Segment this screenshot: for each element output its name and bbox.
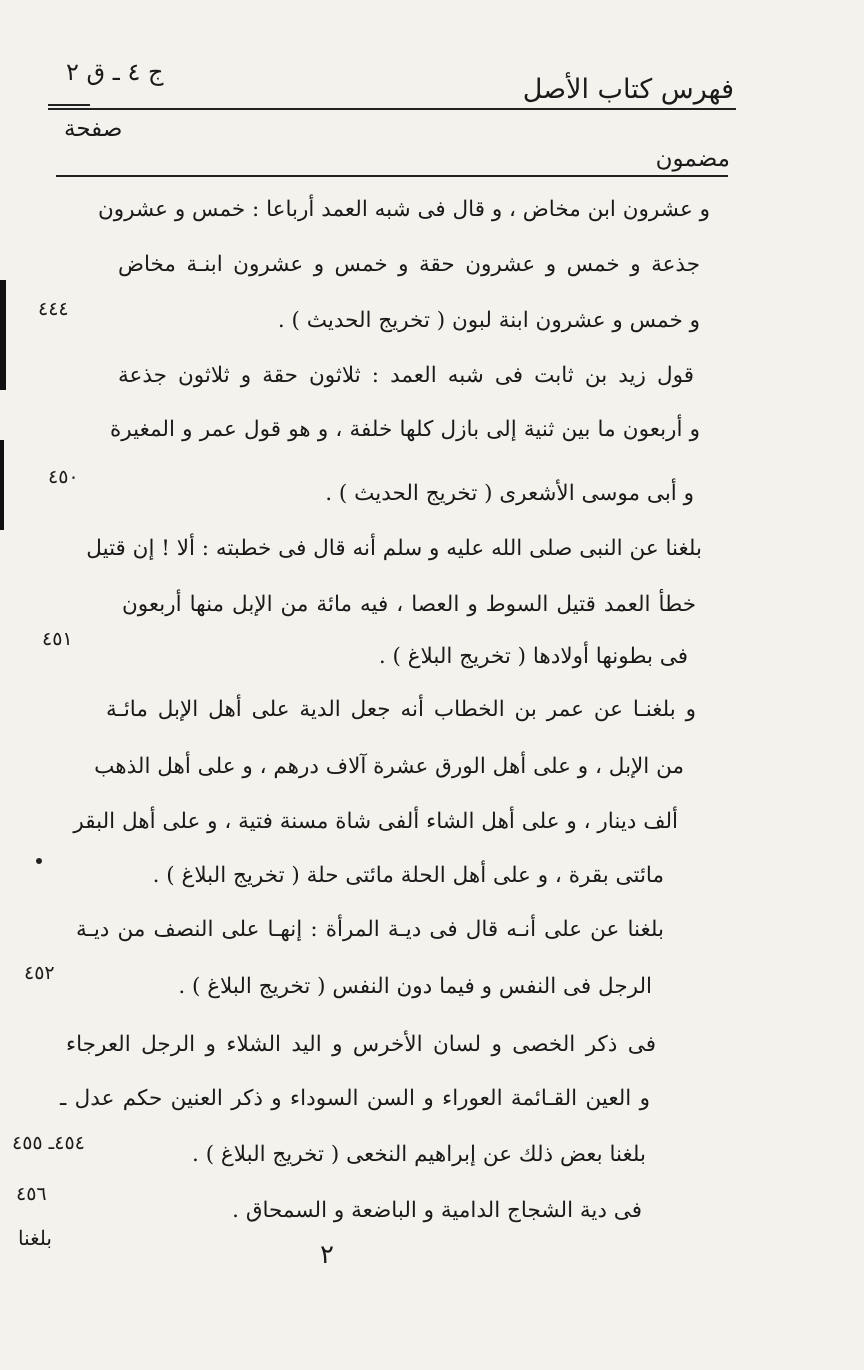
entry-line: و أبى موسى الأشعرى ( تخريج الحديث ) . — [325, 481, 694, 506]
entry-line: قول زيد بن ثابت فى شبه العمد : ثلاثون حقة و ثلاثون جذعة — [118, 363, 694, 388]
page-ref: ٤٥١ — [42, 628, 73, 650]
entry-line: بلغنا عن على أنـه قال فى ديـة المرأة : إنهـا على النصف من ديـة — [76, 917, 664, 942]
entry-line: ألف دينار ، و على أهل الشاء ألفى شاة مسنة فتية ، و على أهل البقر — [73, 809, 678, 834]
entry-line: مائتى بقرة ، و على أهل الحلة مائتى حلة ( تخريج البلاغ ) . — [152, 863, 664, 888]
entry-line: جذعة و خمس و عشرون حقة و خمس و عشرون ابنـة مخاض — [118, 252, 700, 277]
page-ref: ٤٥٢ — [24, 962, 55, 984]
entry-line: خطأ العمد قتيل السوط و العصا ، فيه مائة من الإبل منها أربعون — [122, 592, 696, 617]
volume-part-label: ج ٤ ـ ق ٢ — [66, 58, 164, 86]
page-number: ٢ — [320, 1240, 334, 1270]
page-column-label: صفحة — [64, 116, 123, 142]
column-header-rule — [56, 175, 728, 177]
binding-edge-mark — [0, 440, 4, 530]
entry-line: بلغنا بعض ذلك عن إبراهيم النخعى ( تخريج البلاغ ) . — [192, 1142, 646, 1167]
catchword: بلغنا — [18, 1226, 52, 1250]
page-ref: ٤٥٠ — [48, 466, 79, 488]
entry-line: بلغنا عن النبى صلى الله عليه و سلم أنه قال فى خطبته : ألا ! إن قتيل — [86, 536, 702, 561]
header-rule — [48, 108, 736, 110]
entry-line: و أربعون ما بين ثنية إلى بازل كلها خلفة ، و هو قول عمر و المغيرة — [110, 417, 700, 442]
entry-line: فى دية الشجاج الدامية و الباضعة و السمحاق . — [232, 1198, 642, 1223]
content-column-label: مضمون — [655, 146, 730, 172]
entry-line: من الإبل ، و على أهل الورق عشرة آلاف درهم ، و على أهل الذهب — [94, 754, 684, 779]
entry-line: فى ذكر الخصى و لسان الأخرس و اليد الشلاء و الرجل العرجاء — [66, 1032, 656, 1057]
entry-line: و بلغنـا عن عمر بن الخطاب أنه جعل الدية على أهل الإبل مائـة — [106, 697, 696, 722]
page-ref: ٤٥٦ — [16, 1183, 47, 1205]
header-rule-left — [48, 104, 90, 106]
entry-line: الرجل فى النفس و فيما دون النفس ( تخريج البلاغ ) . — [178, 974, 652, 999]
entry-line: و خمس و عشرون ابنة لبون ( تخريج الحديث ) . — [277, 308, 700, 333]
page-ref: ٤٥٤ـ ٤٥٥ — [12, 1132, 85, 1154]
entry-line: و عشرون ابن مخاض ، و قال فى شبه العمد أرباعا : خمس و عشرون — [97, 197, 710, 222]
page-ref: ٤٤٤ — [38, 298, 69, 320]
binding-edge-mark — [0, 280, 6, 390]
entry-line: و العين القـائمة العوراء و السن السوداء و ذكر العنين حكم عدل ـ — [60, 1086, 650, 1111]
index-title: فهرس كتاب الأصل — [522, 74, 734, 105]
entry-line: فى بطونها أولادها ( تخريج البلاغ ) . — [378, 644, 688, 669]
ink-speck — [36, 858, 42, 864]
